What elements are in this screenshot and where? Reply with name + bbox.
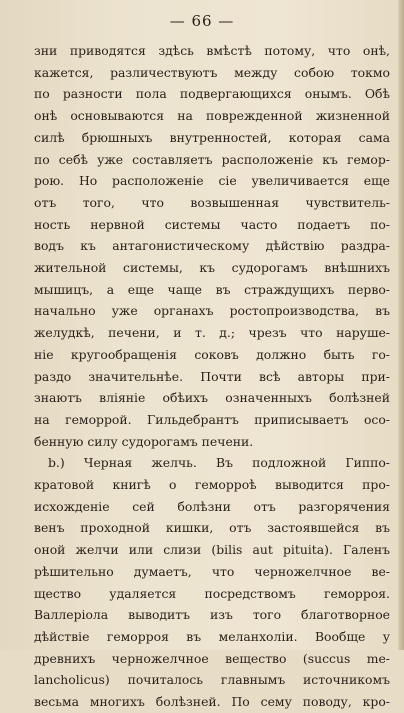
page-edge: [398, 0, 404, 650]
text-line: рою. Но расположенiе сiе увеличивается еще: [34, 173, 390, 189]
text-line: Валлерiола выводитъ изъ того благотворное: [34, 607, 390, 623]
text-line: бенную силу судорогамъ печени.: [34, 433, 254, 449]
text-line: водъ къ антагонистическому дѣйствiю раздра-: [34, 238, 390, 254]
text-line: ность нервной системы часто подаетъ по-: [34, 216, 390, 232]
text-line: мышицъ, а еще чаще въ страждущихъ перво-: [34, 281, 390, 297]
text-line: древнихъ черножелчное вещество (succus me-: [34, 650, 390, 666]
text-line: нiе кругообращенiя соковъ должно быть го-: [34, 346, 390, 362]
text-line: по разности пола подвергающихся онымъ. Обѣ: [34, 86, 390, 102]
text-line: кажется, различествуютъ между собою токмо: [34, 64, 390, 80]
text-line: на геморрой. Гильдебрантъ приписываетъ осо-: [34, 411, 390, 427]
text-line: онѣ основываются на поврежденной жизненной: [34, 108, 390, 124]
text-line: зни приводятся здѣсь вмѣстѣ потому, что онѣ,: [34, 43, 390, 58]
text-line: кратовой книгѣ о геморроѣ выводится про-: [34, 477, 390, 493]
text-line: щество удаляется посредствомъ геморроя.: [34, 585, 390, 601]
text-line: желудкѣ, печени, и т. д.; чрезъ что наруше-: [34, 325, 390, 341]
text-line: дѣйствiе геморроя въ меланхолiи. Вообще у: [34, 628, 390, 644]
text-line: жительной системы, къ судорогамъ внѣшнихъ: [34, 260, 390, 276]
text-line: начально уже органахъ ростопроизводства, въ: [34, 303, 390, 319]
text-line: исхожденiе сей болѣзни отъ разгорячения: [34, 498, 390, 514]
body-text: [34, 40, 390, 713]
text-line: венъ проходной кишки, отъ застоявшейся въ: [34, 520, 390, 536]
page-number: — 66 —: [169, 12, 235, 30]
text-line: оной желчи или слизи (bilis aut pituita). Галенъ: [34, 542, 390, 558]
text-line: раздо значительнѣе. Почти всѣ авторы при-: [34, 368, 390, 384]
text-line: весьма многихъ болѣзней. По сему поводу, кро-: [34, 694, 390, 710]
text-line: знаютъ влiянiе обѣихъ означенныхъ болѣзней: [34, 390, 390, 406]
text-line: отъ того, что возвышенная чувствитель-: [34, 194, 390, 210]
text-line: по себѣ уже составляетъ расположенiе къ гемор-: [34, 151, 390, 167]
text-line: силѣ брюшныхъ внутренностей, которая сама: [34, 129, 390, 145]
text-line: lancholicus) почиталось главнымъ источникомъ: [34, 672, 390, 688]
text-line: рѣшительно думаетъ, что черножелчное ве-: [34, 563, 390, 579]
text-line: b.) Черная желчь. Въ подложной Гиппо-: [48, 455, 390, 471]
